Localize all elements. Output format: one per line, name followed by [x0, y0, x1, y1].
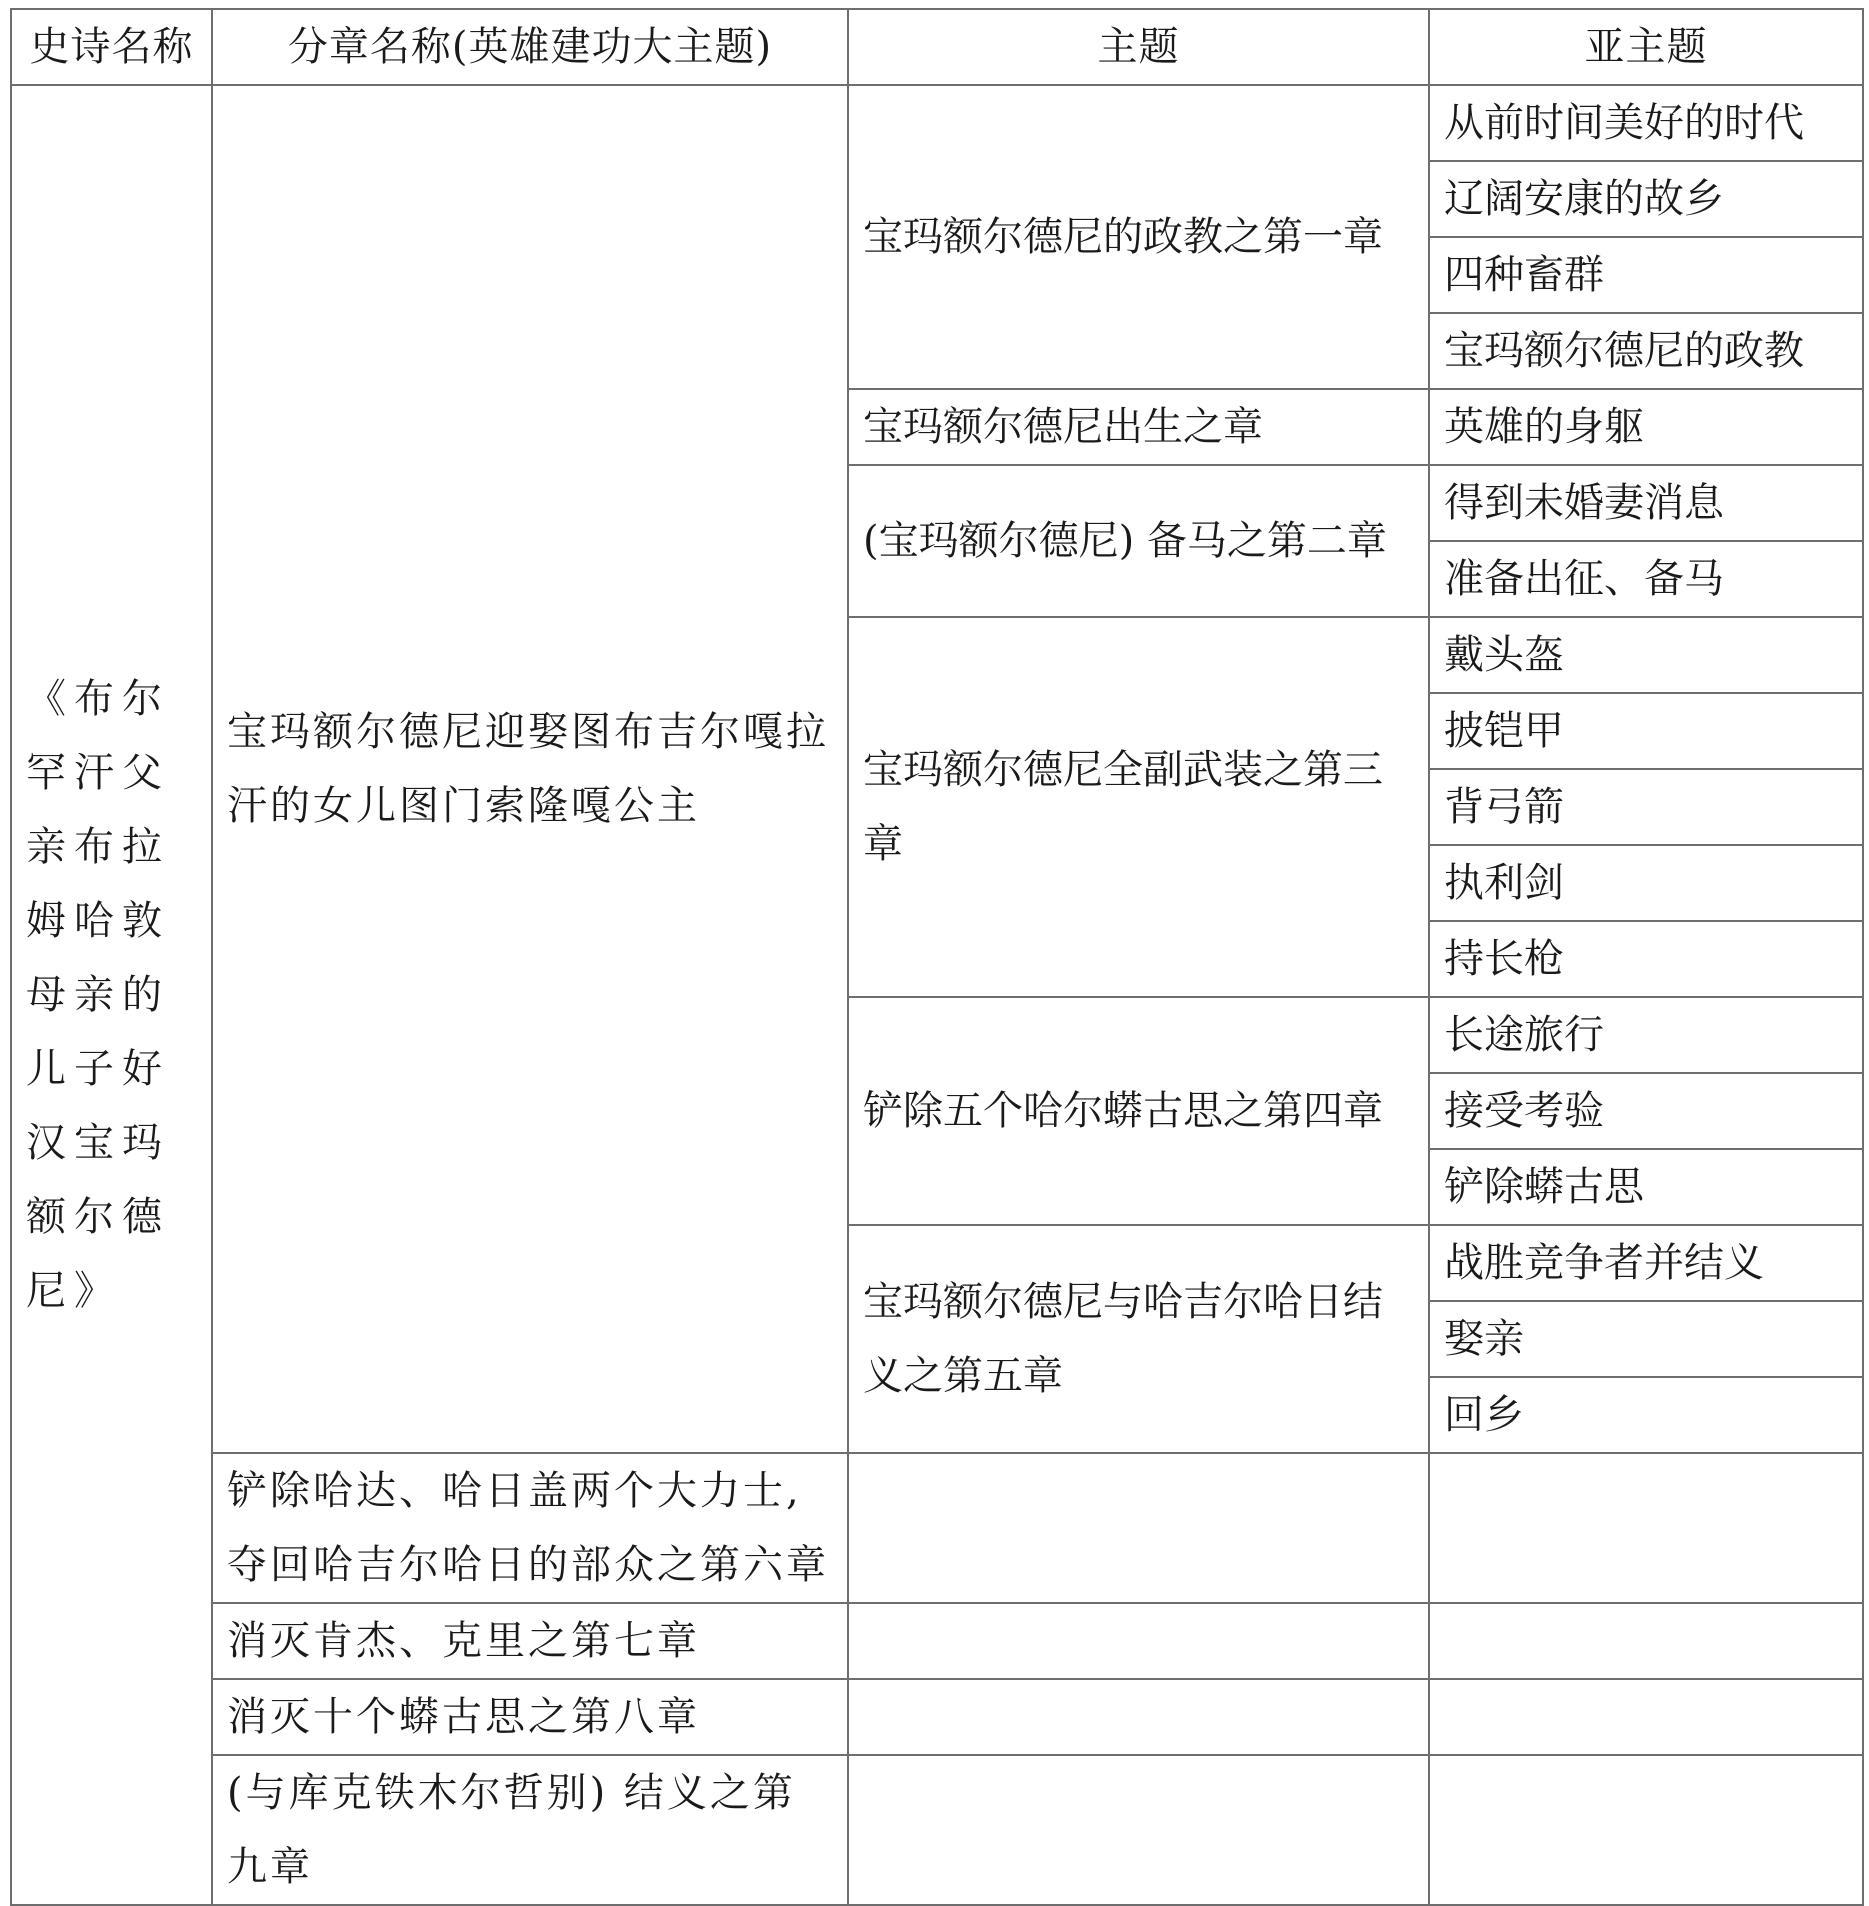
chapter-cell: 消灭十个蟒古思之第八章	[212, 1679, 848, 1755]
theme-cell: 铲除五个哈尔蟒古思之第四章	[848, 997, 1429, 1225]
subtheme-cell: 准备出征、备马	[1429, 541, 1863, 617]
subtheme-cell: 执利剑	[1429, 845, 1863, 921]
header-chapter-name: 分章名称(英雄建功大主题)	[212, 9, 848, 85]
table-row	[11, 85, 1863, 161]
subtheme-cell: 战胜竞争者并结义	[1429, 1225, 1863, 1301]
subtheme-cell: 戴头盔	[1429, 617, 1863, 693]
subtheme-cell: 回乡	[1429, 1377, 1863, 1453]
main-chapter-cell: 宝玛额尔德尼迎娶图布吉尔嘎拉汗的女儿图门索隆嘎公主	[212, 85, 848, 1453]
subtheme-cell: 宝玛额尔德尼的政教	[1429, 313, 1863, 389]
empty-subtheme-cell	[1429, 1603, 1863, 1679]
subtheme-cell: 持长枪	[1429, 921, 1863, 997]
empty-theme-cell	[848, 1453, 1429, 1603]
chapter-cell: (与库克铁木尔哲别) 结义之第九章	[212, 1755, 848, 1905]
subtheme-cell: 娶亲	[1429, 1301, 1863, 1377]
empty-subtheme-cell	[1429, 1453, 1863, 1603]
subtheme-cell: 背弓箭	[1429, 769, 1863, 845]
table-row	[11, 1755, 1863, 1905]
epic-structure-table-container	[10, 8, 1862, 1890]
header-epic-name: 史诗名称	[11, 9, 212, 85]
subtheme-cell: 披铠甲	[1429, 693, 1863, 769]
subtheme-cell: 长途旅行	[1429, 997, 1863, 1073]
table-row	[11, 1679, 1863, 1755]
header-subtheme: 亚主题	[1429, 9, 1863, 85]
theme-cell: 宝玛额尔德尼的政教之第一章	[848, 85, 1429, 389]
header-theme: 主题	[848, 9, 1429, 85]
subtheme-cell: 铲除蟒古思	[1429, 1149, 1863, 1225]
empty-subtheme-cell	[1429, 1755, 1863, 1905]
epic-structure-table	[10, 8, 1864, 1906]
table-row	[11, 1453, 1863, 1603]
theme-cell: (宝玛额尔德尼) 备马之第二章	[848, 465, 1429, 617]
subtheme-cell: 辽阔安康的故乡	[1429, 161, 1863, 237]
header-row	[11, 9, 1863, 85]
chapter-cell: 消灭肯杰、克里之第七章	[212, 1603, 848, 1679]
empty-theme-cell	[848, 1755, 1429, 1905]
theme-cell: 宝玛额尔德尼与哈吉尔哈日结义之第五章	[848, 1225, 1429, 1453]
subtheme-cell: 英雄的身躯	[1429, 389, 1863, 465]
subtheme-cell: 从前时间美好的时代	[1429, 85, 1863, 161]
empty-subtheme-cell	[1429, 1679, 1863, 1755]
chapter-cell: 铲除哈达、哈日盖两个大力士,夺回哈吉尔哈日的部众之第六章	[212, 1453, 848, 1603]
subtheme-cell: 接受考验	[1429, 1073, 1863, 1149]
epic-name-cell: 《布尔罕汗父亲布拉姆哈敦母亲的儿子好汉宝玛额尔德尼》	[11, 85, 212, 1905]
empty-theme-cell	[848, 1679, 1429, 1755]
subtheme-cell: 四种畜群	[1429, 237, 1863, 313]
theme-cell: 宝玛额尔德尼全副武装之第三章	[848, 617, 1429, 997]
theme-cell: 宝玛额尔德尼出生之章	[848, 389, 1429, 465]
empty-theme-cell	[848, 1603, 1429, 1679]
table-row	[11, 1603, 1863, 1679]
subtheme-cell: 得到未婚妻消息	[1429, 465, 1863, 541]
